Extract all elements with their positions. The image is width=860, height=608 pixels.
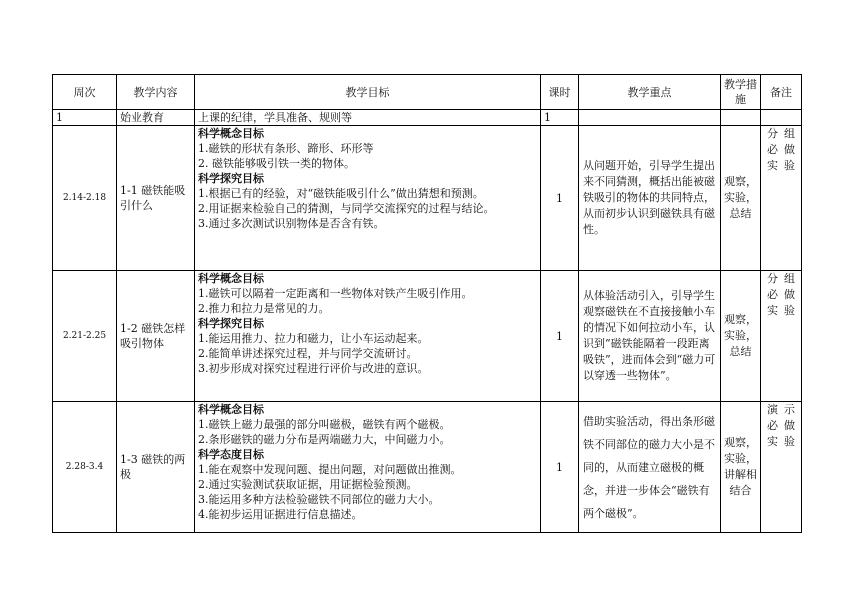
- goal-line: 1.能运用推力、拉力和磁力，让小车运动起来。: [198, 332, 429, 345]
- remark-cell: 分组必做实验: [761, 271, 802, 402]
- goal-line: 2. 磁铁能够吸引铁一类的物体。: [198, 157, 355, 170]
- header-week: 周次: [53, 75, 117, 110]
- measures-cell: 观察，实验，总结: [721, 271, 761, 402]
- goal-heading: 科学概念目标: [198, 272, 264, 285]
- remark-cell: 分组必做实验: [761, 126, 802, 271]
- measures-cell: 观察，实验，总结: [721, 126, 761, 271]
- goal-line: 2.通过实验测试获取证据，用证据检验预测。: [198, 478, 418, 491]
- teaching-plan-table: [52, 74, 802, 533]
- goal-cell: 上课的纪律，学具准备、规则等: [195, 110, 541, 126]
- focus-cell: 从体验活动引入，引导学生观察磁铁在不直接接触小车的情况下如何拉动小车，认识到“磁铁能隔着一段距离吸铁”，进而体会到“磁力可以穿透一些物体”。: [579, 271, 721, 402]
- week-cell: 2.28-3.4: [53, 402, 117, 533]
- goal-cell: [195, 271, 541, 402]
- week-cell: 2.21-2.25: [53, 271, 117, 402]
- goal-heading: 科学探究目标: [198, 172, 264, 185]
- content-cell: 1-1 磁铁能吸引什么: [117, 126, 195, 271]
- focus-cell: 借助实验活动，得出条形磁铁不同部位的磁力大小是不同的，从而建立磁极的概念，并进一步体会“磁铁有两个磁极”。: [579, 402, 721, 533]
- hours-cell: 1: [541, 402, 579, 533]
- header-remark: 备注: [761, 75, 802, 110]
- goal-line: 2.条形磁铁的磁力分布是两端磁力大，中间磁力小。: [198, 433, 451, 446]
- table-row: [53, 402, 802, 533]
- goal-heading: 科学探究目标: [198, 317, 264, 330]
- goal-line: 3.能运用多种方法检验磁铁不同部位的磁力大小。: [198, 493, 440, 506]
- content-cell: 始业教育: [117, 110, 195, 126]
- goal-line: 3.初步形成对探究过程进行评价与改进的意识。: [198, 362, 429, 375]
- measures-cell: 观察，实验，讲解相结合: [721, 402, 761, 533]
- hours-cell: 1: [541, 271, 579, 402]
- content-cell: 1-3 磁铁的两极: [117, 402, 195, 533]
- hours-cell: 1: [541, 110, 579, 126]
- header-content: 教学内容: [117, 75, 195, 110]
- goal-line: 2.能简单讲述探究过程，并与同学交流研讨。: [198, 347, 418, 360]
- goal-heading: 科学概念目标: [198, 403, 264, 416]
- goal-line: 2.用证据来检验自己的猜测，与同学交流探究的过程与结论。: [198, 202, 495, 215]
- goal-line: 1.根据已有的经验，对“磁铁能吸引什么”做出猜想和预测。: [198, 187, 484, 200]
- goal-line: 3.通过多次测试识别物体是否含有铁。: [198, 217, 385, 230]
- goal-line: 1.磁铁的形状有条形、蹄形、环形等: [198, 142, 374, 155]
- content-cell: 1-2 磁铁怎样吸引物体: [117, 271, 195, 402]
- hours-cell: 1: [541, 126, 579, 271]
- header-focus: 教学重点: [579, 75, 721, 110]
- week-cell: 1: [53, 110, 117, 126]
- measures-cell: [721, 110, 761, 126]
- table-row: [53, 271, 802, 402]
- goal-cell: [195, 126, 541, 271]
- goal-cell: [195, 402, 541, 533]
- focus-cell: [579, 110, 721, 126]
- header-hours: 课时: [541, 75, 579, 110]
- goal-line: 1.能在观察中发现问题、提出问题，对问题做出推测。: [198, 463, 462, 476]
- goal-line: 4.能初步运用证据进行信息描述。: [198, 508, 363, 521]
- goal-line: 1.磁铁上磁力最强的部分叫磁极，磁铁有两个磁极。: [198, 418, 451, 431]
- remark-cell: 演示必做实验: [761, 402, 802, 533]
- week-cell: 2.14-2.18: [53, 126, 117, 271]
- header-goal: 教学目标: [195, 75, 541, 110]
- goal-line: 1.磁铁可以隔着一定距离和一些物体对铁产生吸引作用。: [198, 287, 473, 300]
- goal-line: 2.推力和拉力是常见的力。: [198, 302, 330, 315]
- remark-cell: [761, 110, 802, 126]
- goal-heading: 科学概念目标: [198, 127, 264, 140]
- table-row: [53, 110, 802, 126]
- table-row: [53, 126, 802, 271]
- header-measures: 教学措施: [721, 75, 761, 110]
- goal-heading: 科学态度目标: [198, 448, 264, 461]
- header-row: [53, 75, 802, 110]
- focus-cell: 从问题开始，引导学生提出来不同猜测，概括出能被磁铁吸引的物体的共同特点，从而初步认识到磁铁具有磁性。: [579, 126, 721, 271]
